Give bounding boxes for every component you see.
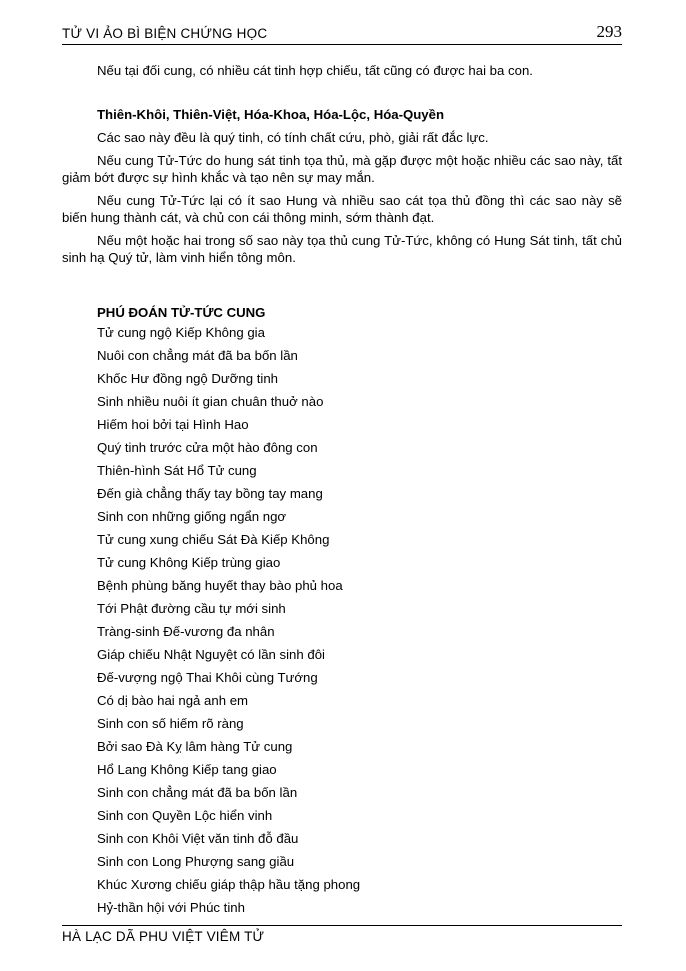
poem-line: Sinh con số hiếm rõ ràng (97, 716, 244, 731)
poem-line: Đến già chẳng thấy tay bồng tay mang (97, 486, 323, 501)
poem-line: Tràng-sinh Đế-vương đa nhân (97, 624, 275, 639)
poem-line: Sinh nhiều nuôi ít gian chuân thuở nào (97, 394, 324, 409)
poem-line: Sinh con Quyền Lộc hiển vinh (97, 808, 273, 823)
poem-line: Quý tinh trước cửa một hào đông con (97, 440, 318, 455)
intro-paragraph: Nếu tại đối cung, có nhiều cát tinh hợp chiếu, tất cũng có được hai ba con. (97, 63, 533, 78)
poem-line: Có dị bào hai ngả anh em (97, 693, 249, 708)
poem-line: Hổ Lang Không Kiếp tang giao (97, 762, 277, 777)
poem-line: Khốc Hư đồng ngộ Dưỡng tinh (97, 371, 278, 386)
poem-line: Tử cung ngộ Kiếp Không gia (97, 325, 265, 340)
poem-line: Thiên-hình Sát Hổ Tử cung (97, 463, 257, 478)
poem-line: Tử cung Không Kiếp trùng giao (97, 555, 281, 570)
poem-line: Tử cung xung chiếu Sát Đà Kiếp Không (97, 532, 330, 547)
poem-line: Bệnh phùng băng huyết thay bào phủ hoa (97, 578, 343, 593)
page-header (62, 24, 622, 45)
section-heading: Thiên-Khôi, Thiên-Việt, Hóa-Khoa, Hóa-Lộc, Hóa-Quyền (97, 107, 445, 122)
poem-line: Nuôi con chẳng mát đã ba bốn lần (97, 348, 298, 363)
poem-line: Sinh con Khôi Việt văn tinh đỗ đầu (97, 831, 299, 846)
footer-text: HÀ LẠC DÃ PHU VIỆT VIÊM TỬ (62, 929, 265, 944)
poem-line: Tới Phật đường cầu tự mới sinh (97, 601, 286, 616)
section-paragraph: Nếu cung Tử-Tức lại có ít sao Hung và nhiều sao cát tọa thủ đồng thì các sao này sẽ biến hung thành cát, và chủ con cái thông minh, sớm thành đạt. (62, 193, 622, 225)
poem-lines (62, 321, 622, 919)
section-paragraph: Nếu cung Tử-Tức do hung sát tinh tọa thủ, mà gặp được một hoặc nhiều các sao này, tất giảm bớt được sự hình khắc và tạo nên sự may mắn. (62, 153, 622, 185)
running-title: TỬ VI ẢO BÌ BIỆN CHỨNG HỌC (62, 26, 268, 41)
poem-line: Sinh con Long Phượng sang giầu (97, 854, 295, 869)
poem-line: Khúc Xương chiếu giáp thập hầu tặng phong (97, 877, 361, 892)
poem-line: Đế-vượng ngộ Thai Khôi cùng Tướng (97, 670, 318, 685)
page-number: 293 (596, 22, 622, 41)
poem-heading: PHÚ ĐOÁN TỬ-TỨC CUNG (97, 305, 266, 320)
poem-line: Sinh con chẳng mát đã ba bốn lần (97, 785, 298, 800)
poem-line: Sinh con những giống ngẩn ngơ (97, 509, 287, 524)
section-paragraph: Các sao này đều là quý tinh, có tính chất cứu, phò, giải rất đắc lực. (97, 130, 489, 145)
page-content (62, 62, 622, 919)
poem-line: Giáp chiếu Nhật Nguyệt có lần sinh đôi (97, 647, 325, 662)
poem-line: Bởi sao Đà Kỵ lâm hàng Tử cung (97, 739, 293, 754)
page-footer (62, 925, 622, 944)
poem-line: Hiếm hoi bởi tại Hình Hao (97, 417, 249, 432)
poem-line: Hỷ-thần hội với Phúc tinh (97, 900, 245, 915)
section-paragraph: Nếu một hoặc hai trong số sao này tọa thủ cung Tử-Tức, không có Hung Sát tinh, tất chủ sinh hạ Quý tử, làm vinh hiển tông môn. (62, 233, 622, 265)
